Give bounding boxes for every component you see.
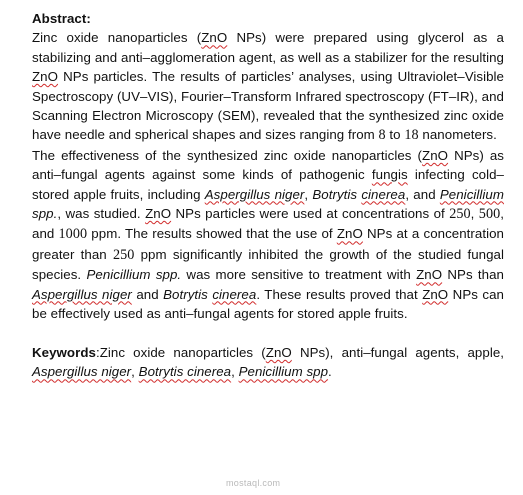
text-run: . (328, 364, 332, 380)
text-run: NPs) as anti–fungal agents against some kinds of pathogenic (32, 147, 504, 183)
keywords-separator: : (95, 344, 100, 360)
text-run: Zinc oxide nanoparticles ( (99, 344, 266, 360)
number-text: 8 (378, 127, 386, 144)
spellcheck-flagged-word: ZnO (422, 286, 449, 302)
abstract-paragraph-1 (32, 28, 504, 145)
text-run: ppm significantly inhibited the growth of the studied fungal species. (32, 246, 504, 283)
section-spacer (32, 324, 504, 343)
keywords-paragraph (32, 343, 504, 382)
spellcheck-flagged-word: ZnO (416, 267, 443, 283)
number-text: 250 (449, 206, 471, 223)
text-run: Botrytis (312, 186, 362, 202)
text-run: was more sensitive to treatment with (181, 267, 417, 283)
text-run: , (304, 186, 313, 202)
spellcheck-flagged-word: Aspergillus niger (32, 364, 132, 380)
text-run: spp. (32, 206, 58, 222)
text-run: infecting cold–stored apple fruits, including (32, 167, 504, 202)
number-text: 500 (478, 206, 501, 223)
spellcheck-flagged-word: Aspergillus niger (32, 286, 132, 302)
spellcheck-flagged-word: ZnO (201, 30, 228, 46)
text-run: , (470, 206, 479, 222)
spellcheck-flagged-word: ZnO (336, 226, 363, 242)
text-run: The effectiveness of the synthesized zinc oxide nanoparticles ( (32, 147, 423, 163)
spellcheck-flagged-word: Aspergillus niger (204, 186, 305, 202)
spellcheck-flagged-word: ZnO (32, 69, 59, 85)
spellcheck-flagged-word: ZnO (422, 147, 449, 163)
text-run: , (231, 364, 239, 380)
number-text: 250 (112, 246, 135, 263)
number-text: 18 (404, 127, 419, 144)
keywords-label: Keywords (32, 344, 96, 360)
text-run: . These results proved that (256, 286, 423, 302)
text-run: Penicillium spp. (86, 267, 182, 283)
text-run: NPs particles were used at concentrations of (171, 206, 450, 222)
spellcheck-flagged-word: ZnO (145, 206, 172, 222)
text-run: NPs can be effectively used as anti–fungal agents for stored apple fruits. (32, 286, 504, 322)
watermark: mostaql.com (226, 478, 281, 488)
text-run: Zinc oxide nanoparticles ( (32, 30, 202, 46)
text-run: ppm. The results showed that the use of (87, 226, 337, 242)
text-run: NPs) were prepared using glycerol as a stabilizing and anti–agglomeration agent, as well as a stabilizer for the resulting (32, 30, 505, 65)
text-run: NPs particles. The results of particles’ analyses, using Ultraviolet–Visible Spectroscopy (UV–VIS), Fourier–Transform Infrared spectroscopy (FT–IR), and Scanning Electron Microscopy (SEM), revealed that the synthesized zinc oxide have needle and spherical shapes and sizes ranging from (32, 69, 504, 143)
text-run: , and (32, 206, 504, 242)
spellcheck-flagged-word: fungis (371, 167, 408, 183)
abstract-heading: Abstract: (32, 11, 91, 26)
text-run: nanometers. (418, 127, 497, 143)
text-run: , and (405, 186, 440, 202)
spellcheck-flagged-word: cinerea (361, 186, 406, 202)
text-run: to (385, 127, 405, 143)
abstract-paragraph-2 (32, 146, 504, 324)
spellcheck-flagged-word: cinerea (212, 286, 257, 302)
spellcheck-flagged-word: Botrytis cinerea (138, 364, 232, 380)
text-run: NPs than (442, 267, 504, 283)
text-run: Botrytis (163, 286, 213, 302)
text-run: and (131, 286, 164, 302)
number-text: 1000 (58, 226, 88, 243)
text-run: NPs at a concentration greater than (32, 226, 504, 262)
text-run: , (131, 364, 139, 380)
spellcheck-flagged-word: Penicillium spp (238, 364, 329, 380)
text-run: , was studied. (57, 206, 146, 222)
document-page (32, 9, 504, 382)
text-run: NPs), anti–fungal agents, apple, (291, 344, 505, 360)
spellcheck-flagged-word: ZnO (265, 344, 292, 360)
keywords-content (32, 345, 504, 379)
spellcheck-flagged-word: Penicillium (439, 186, 504, 202)
